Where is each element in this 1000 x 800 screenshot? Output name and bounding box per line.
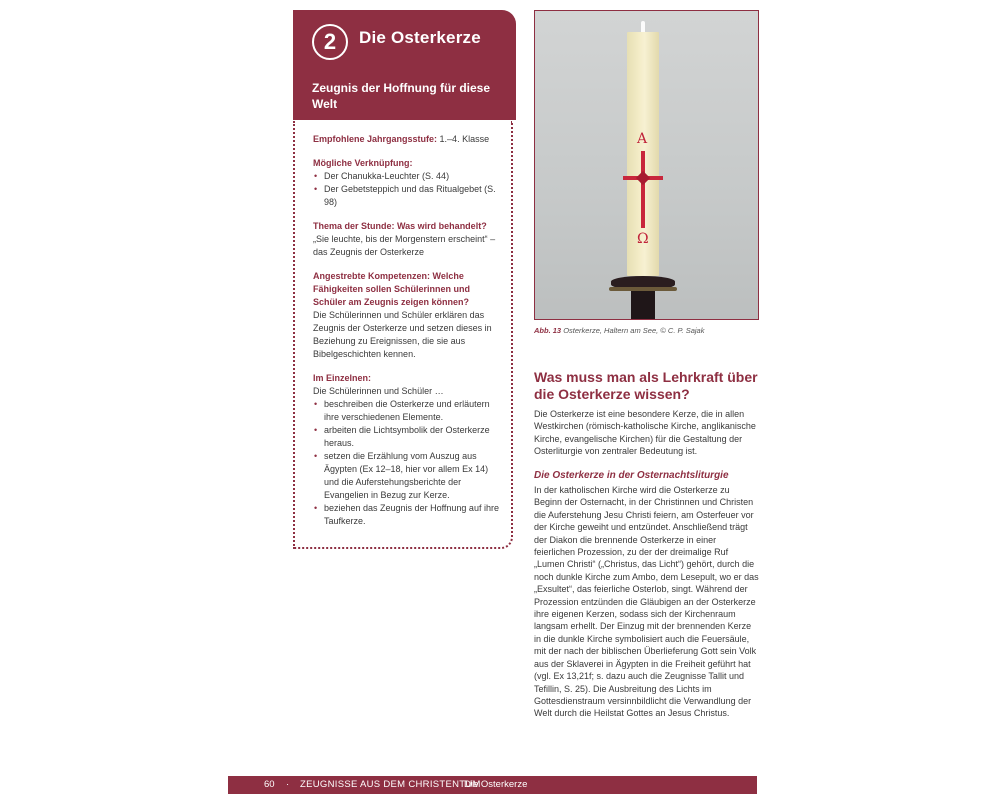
chapter-subtitle: Zeugnis der Hoffnung für diese Welt [312,81,491,111]
article-body: In der katholischen Kirche wird die Osterkerze zu Beginn der Osternacht, in der Christinnen und Christen die Auferstehung Jesu Christi feiern, am Osterfeuer vor der Kirche geweiht und entzündet. Anschließend trägt der Diakon die brennende Osterkerze in einer feierlichen Prozession, zu der der dreimalige Ruf „Lumen Christi“ („Christus, das Licht“) gehört, durch die noch dunkle Kirche zum Ambo, dem Lesepult, wo er das „Exsultet“, das feierliche Osterlob, singt. Während der Prozession entzünden die Gläubigen an der Osterkerze ihre eigenen Kerzen, sodass sich der Kirchenraum langsam erhellt. Der Einzug mit der brennenden Kerze in die dunkle Kirche symbolisiert auch die Feuersäule, mit der nach der biblischen Überlieferung Gott sein Volk aus der Sklaverei in Ägypten in die Freiheit geführt hat (vgl. Ex 13,21f; s. dazu auch die Zeugnisse Tallit und Tefillin, S. 25). Die Ausbreitung des Lichts im Gottesdienstraum versinnbildlicht die Verwandlung der Welt durch die Heilstat Gottes an Jesus Christus. [534,485,759,719]
holder-stem [631,291,655,320]
details-heading: Im Einzelnen: [313,373,372,383]
cross-icon [641,151,645,228]
caption-text: Osterkerze, Haltern am See, © C. P. Sajak [563,326,705,335]
list-item: • beschreiben die Osterkerze und erläutern ihre verschiedenen Elemente. [313,398,503,424]
grade-label: Empfohlene Jahrgangsstufe: [313,134,438,144]
lesson-info-box [293,121,513,549]
caption-label: Abb. 13 [534,326,562,335]
figure-caption [534,326,758,335]
chapter-header [293,10,516,120]
article-heading: Was muss man als Lehrkraft über die Osterkerze wissen? [534,369,758,402]
alpha-symbol: A [637,131,648,147]
list-item: • setzen die Erzählung vom Auszug aus Ägypten (Ex 12–18, hier vor allem Ex 14) und die Auferstehungsberichte der Evangelien in Bezug zur Kerze. [313,450,503,502]
footer-chapter: Die Osterkerze [464,779,528,790]
competence-section [313,270,503,361]
links-section [313,157,503,209]
footer-separator: · [286,779,290,790]
competence-text: Die Schülerinnen und Schüler erklären das Zeugnis der Osterkerze und setzen dieses in Beziehung zu Ereignissen, die sie aus Bibelgeschichten kennen. [313,310,492,359]
page-number: 60 [264,779,275,790]
topic-heading: Thema der Stunde: Was wird behandelt? [313,221,487,231]
list-item: • arbeiten die Lichtsymbolik der Osterkerze heraus. [313,424,503,450]
competence-heading: Angestrebte Kompetenzen: Welche Fähigkeiten sollen Schülerinnen und Schüler am Zeugnis zeigen können? [313,271,471,307]
article-intro: Die Osterkerze ist eine besondere Kerze, die in allen Westkirchen (römisch-katholische Kirche, anglikanische Kirche, evangelische Kirchen) für die Gestaltung der Osterliturgie von zentraler Bedeutung ist. [534,409,756,457]
omega-symbol: Ω [637,231,649,247]
footer-section: ZEUGNISSE AUS DEM CHRISTENTUM [300,779,481,790]
easter-candle-photo [534,10,759,320]
topic-section [313,220,503,259]
list-item: • Der Gebetsteppich und das Ritualgebet (S. 98) [313,183,503,209]
list-item: • Der Chanukka-Leuchter (S. 44) [313,170,503,183]
grade-section [313,133,503,146]
chapter-title: Die Osterkerze [359,28,481,47]
list-item: • beziehen das Zeugnis der Hoffnung auf ihre Taufkerze. [313,502,503,528]
topic-text: „Sie leuchte, bis der Morgenstern erscheint“ – das Zeugnis der Osterkerze [313,234,496,257]
page-footer [228,776,757,794]
links-heading: Mögliche Verknüpfung: [313,158,413,168]
links-list [313,170,503,209]
details-section [313,372,503,528]
article-subheading: Die Osterkerze in der Osternachtsliturgie [534,470,729,481]
details-intro: Die Schülerinnen und Schüler … [313,386,444,396]
chapter-number: 2 [312,24,348,60]
details-list [313,398,503,528]
grade-value: 1.–4. Klasse [439,134,490,144]
